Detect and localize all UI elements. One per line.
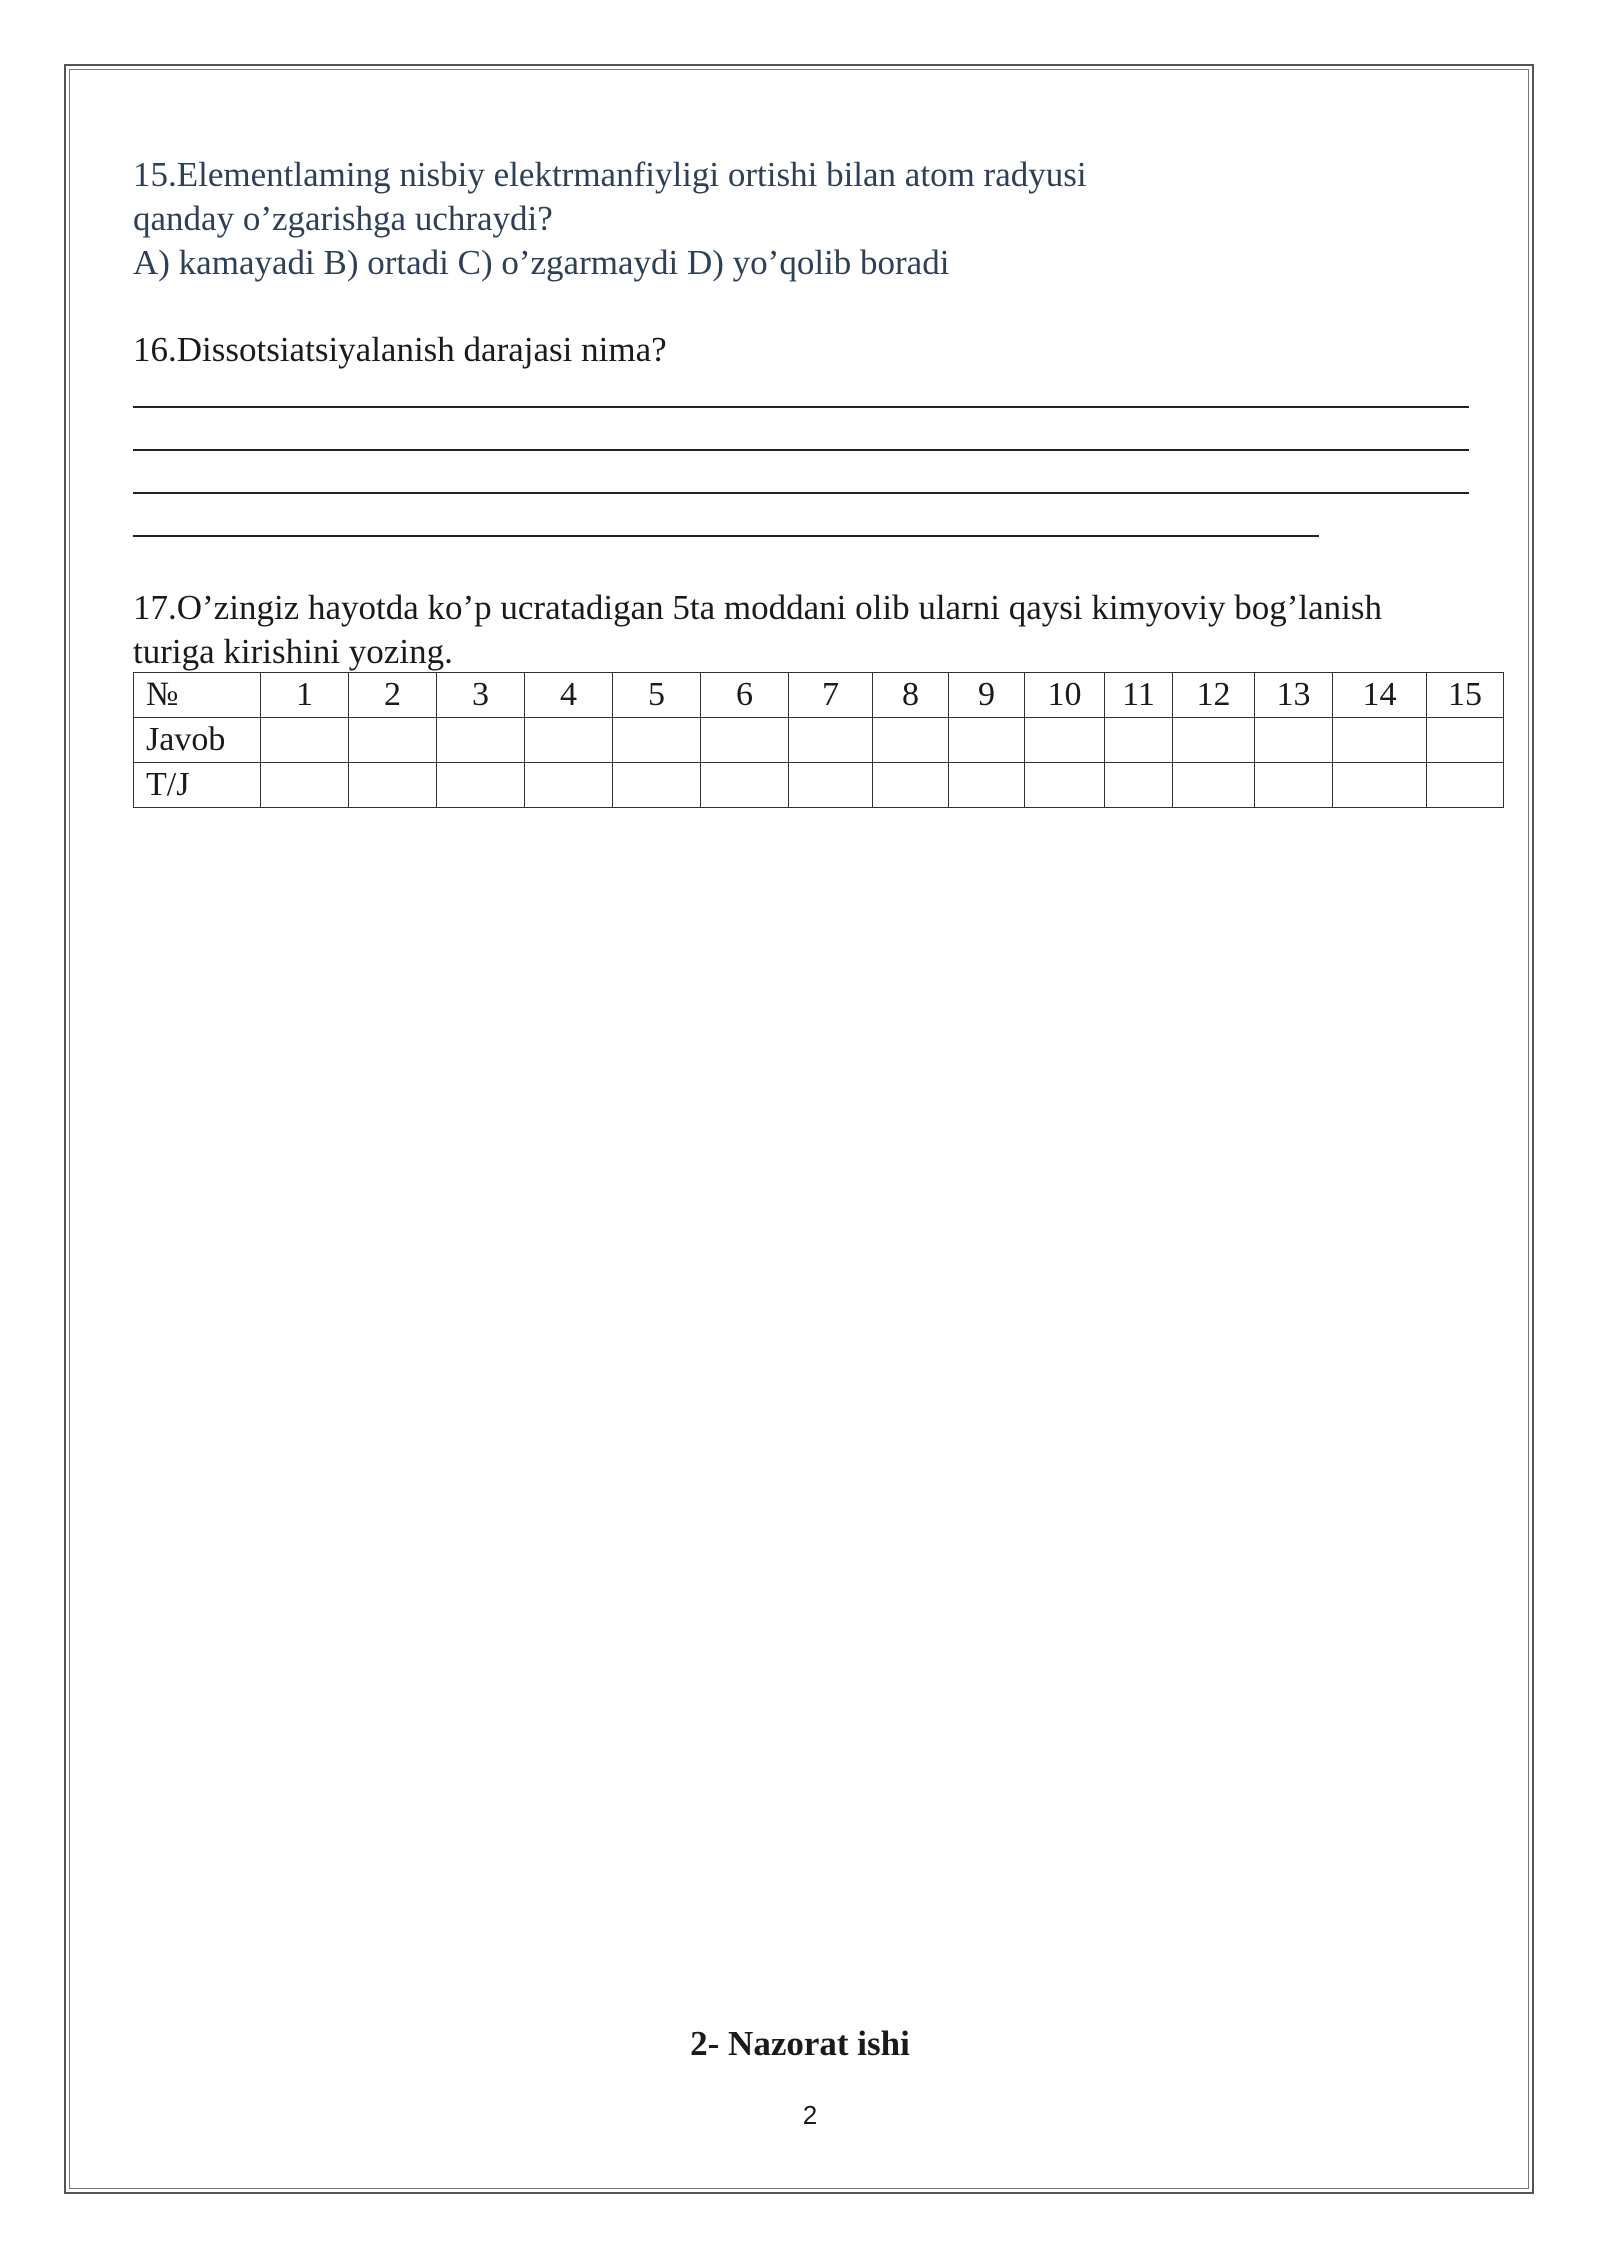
page-border [64,64,1534,2194]
answer-table-header-row [134,673,1504,718]
answer-cell[interactable] [1105,718,1173,763]
column-number-5: 5 [613,673,701,718]
column-number-1: 1 [261,673,349,718]
answer-line-1 [133,406,1469,408]
answer-cell[interactable] [261,763,349,808]
answer-cell[interactable] [613,763,701,808]
answer-cell[interactable] [701,763,789,808]
question-17-line-2: turiga kirishini yozing. [133,632,453,671]
answer-cell[interactable] [949,763,1025,808]
column-number-6: 6 [701,673,789,718]
answer-cell[interactable] [1025,763,1105,808]
question-15-line-1: 15.Elementlaming nisbiy elektrmanfiyligi ortishi bilan atom radyusi [133,155,1087,194]
column-number-9: 9 [949,673,1025,718]
row-label-tj: T/J [134,763,261,808]
header-number-sign: № [134,673,261,718]
answer-table-row-tj [134,763,1504,808]
answer-line-2 [133,449,1469,451]
answer-cell[interactable] [1173,718,1255,763]
answer-cell[interactable] [701,718,789,763]
column-number-3: 3 [437,673,525,718]
footer-title: 2- Nazorat ishi [690,2024,910,2063]
page-border-inner [69,69,1529,2189]
answer-cell[interactable] [789,763,873,808]
answer-cell[interactable] [1333,763,1427,808]
answer-cell[interactable] [1255,763,1333,808]
column-number-11: 11 [1105,673,1173,718]
column-number-14: 14 [1333,673,1427,718]
column-number-15: 15 [1427,673,1504,718]
column-number-4: 4 [525,673,613,718]
page-number: 2 [802,2100,818,2130]
answer-cell[interactable] [873,763,949,808]
question-16: 16.Dissotsiatsiyalanish darajasi nima? [133,330,667,369]
answer-cell[interactable] [437,763,525,808]
question-17-line-1: 17.O’zingiz hayotda ko’p ucratadigan 5ta moddani olib ularni qaysi kimyoviy bog’lanish [133,588,1383,627]
answer-cell[interactable] [525,718,613,763]
column-number-2: 2 [349,673,437,718]
answer-table-row-javob [134,718,1504,763]
answer-cell[interactable] [1025,718,1105,763]
answer-table [133,672,1504,808]
answer-cell[interactable] [349,763,437,808]
answer-cell[interactable] [613,718,701,763]
answer-cell[interactable] [949,718,1025,763]
answer-cell[interactable] [789,718,873,763]
column-number-13: 13 [1255,673,1333,718]
row-label-javob: Javob [134,718,261,763]
column-number-8: 8 [873,673,949,718]
answer-line-3 [133,492,1469,494]
answer-cell[interactable] [261,718,349,763]
column-number-12: 12 [1173,673,1255,718]
answer-cell[interactable] [1427,718,1504,763]
question-15-options: A) kamayadi B) ortadi C) o’zgarmaydi D) yo’qolib boradi [133,243,950,282]
answer-cell[interactable] [1427,763,1504,808]
answer-line-4 [133,535,1319,537]
answer-cell[interactable] [873,718,949,763]
answer-cell[interactable] [525,763,613,808]
question-15-line-2: qanday o’zgarishga uchraydi? [133,199,553,238]
answer-cell[interactable] [437,718,525,763]
column-number-10: 10 [1025,673,1105,718]
answer-cell[interactable] [1105,763,1173,808]
column-number-7: 7 [789,673,873,718]
answer-cell[interactable] [1173,763,1255,808]
answer-cell[interactable] [1333,718,1427,763]
answer-cell[interactable] [349,718,437,763]
answer-cell[interactable] [1255,718,1333,763]
